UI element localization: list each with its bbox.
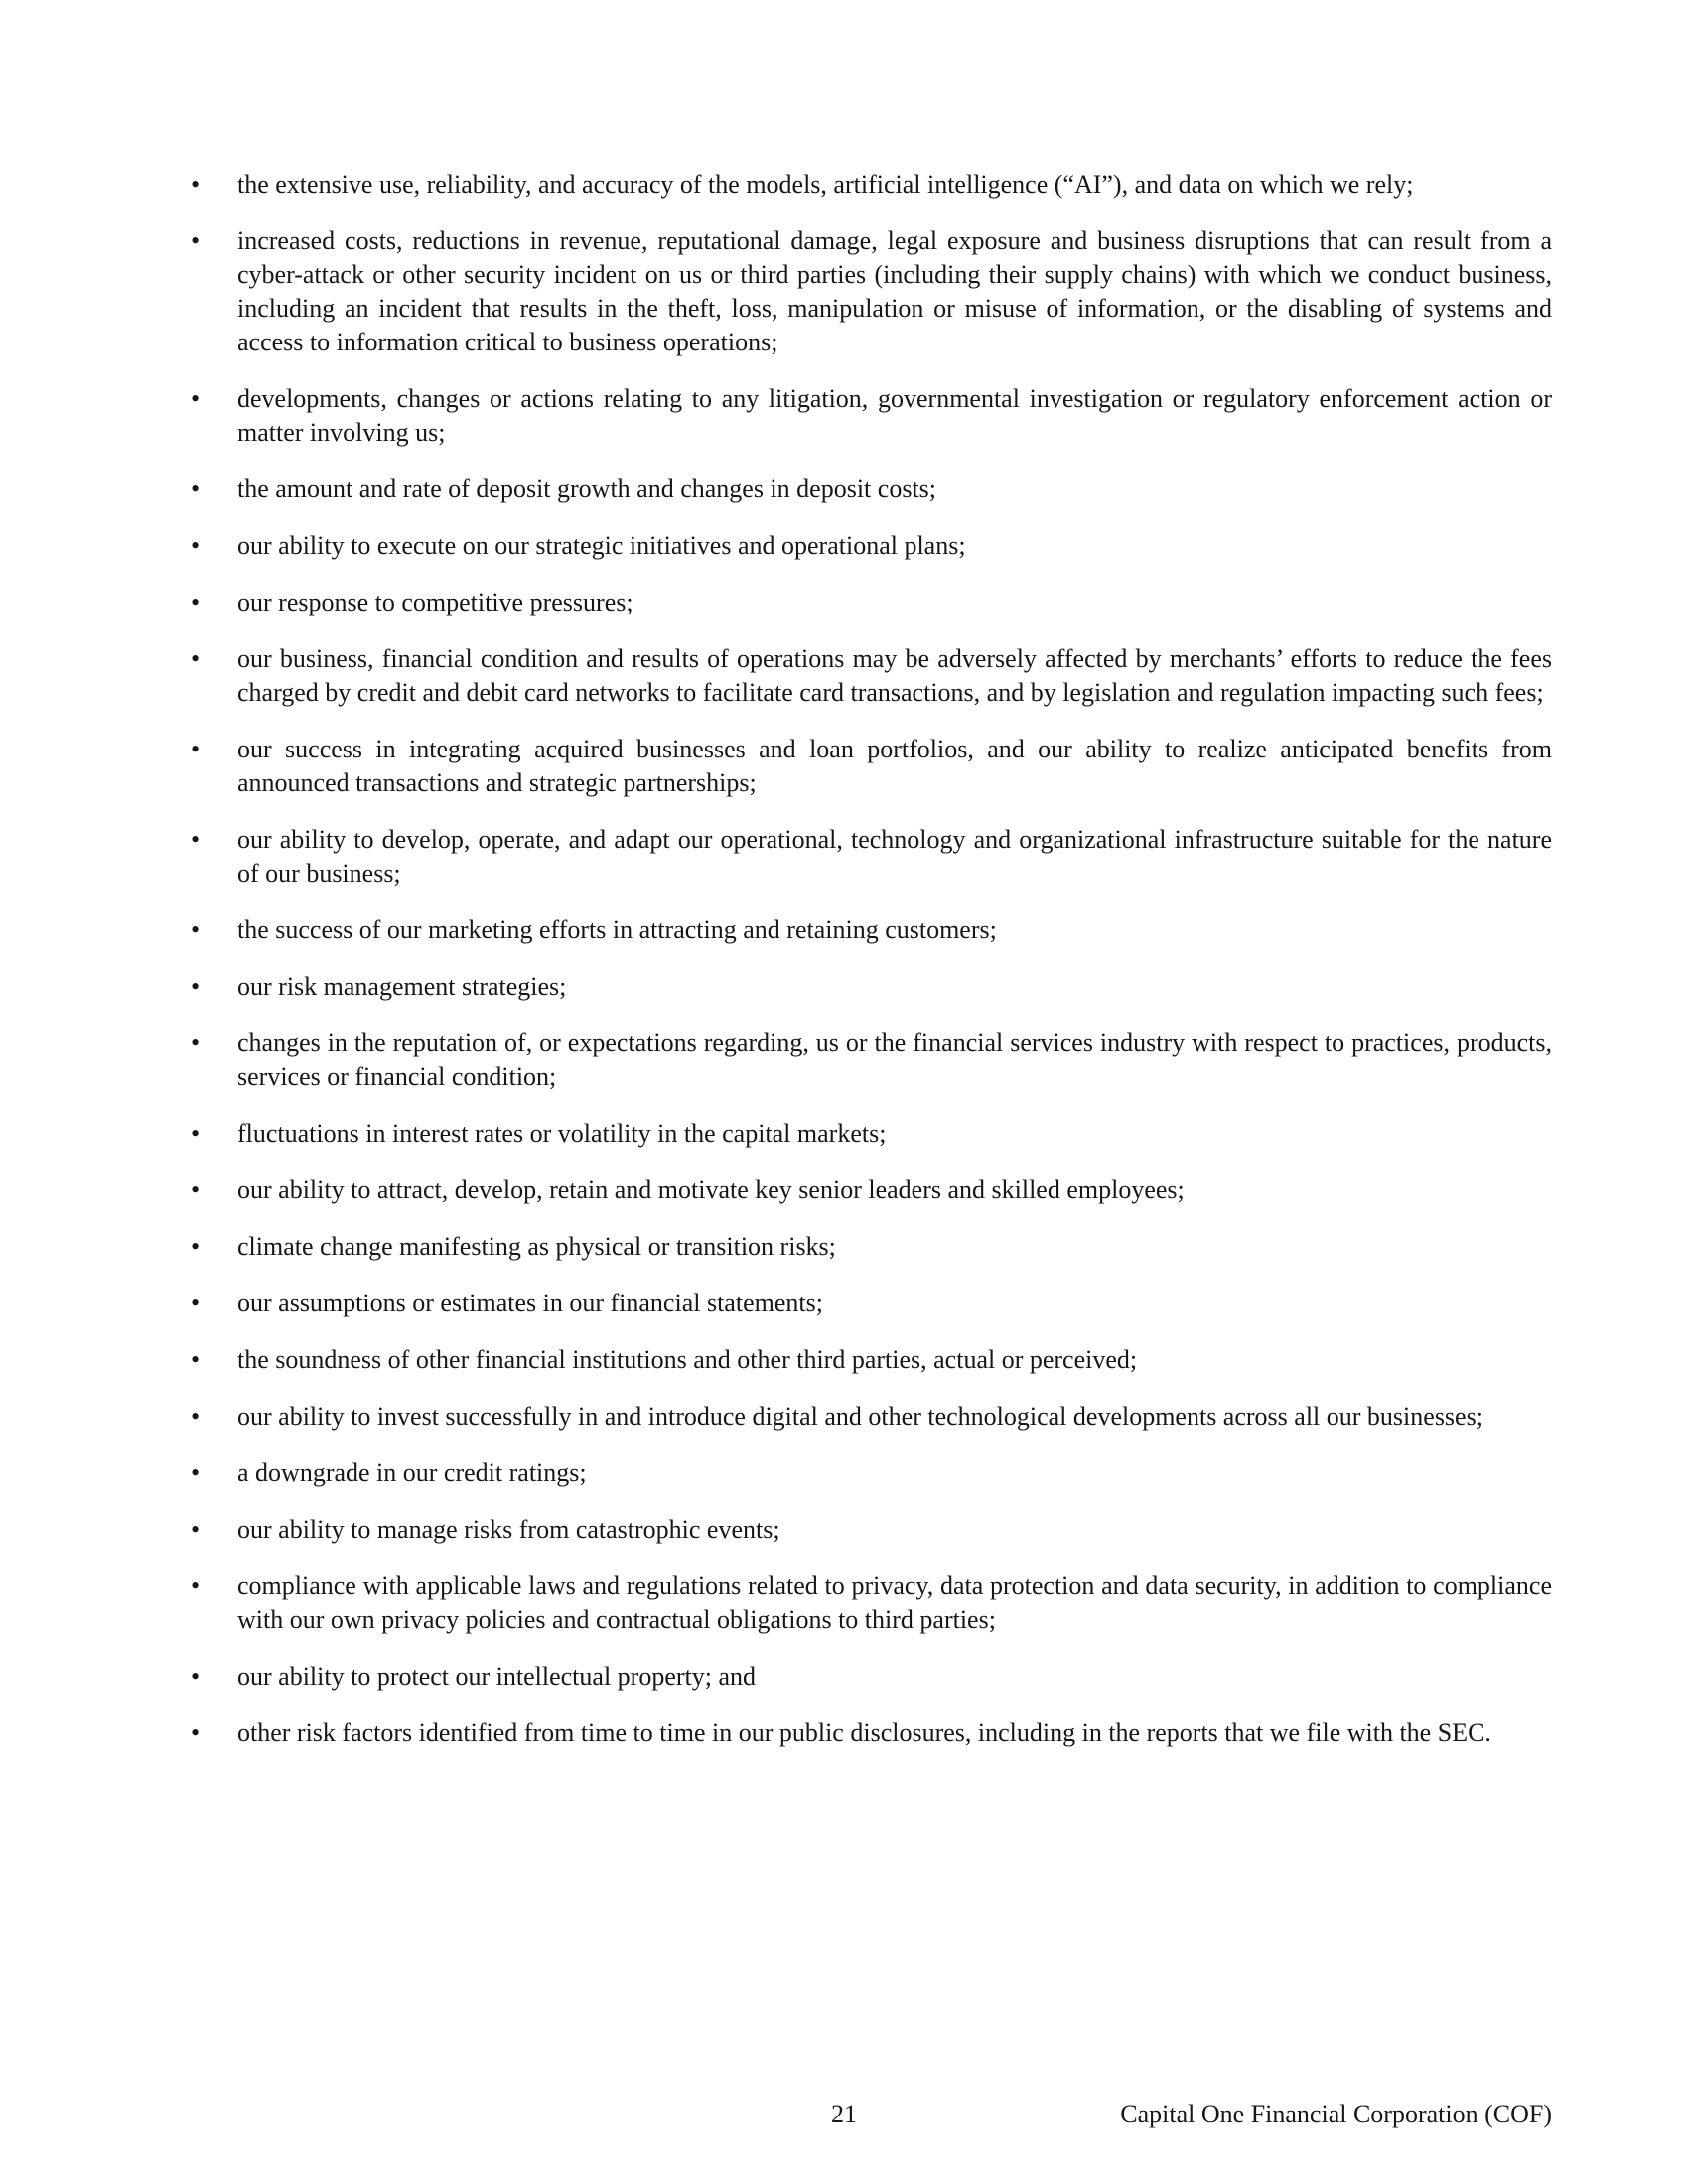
risk-factor-text: our response to competitive pressures; (237, 588, 633, 616)
risk-factor-item (191, 1456, 1552, 1490)
bullet-icon: • (191, 1515, 201, 1544)
footer-company-label: Capital One Financial Corporation (COF) (1120, 2100, 1552, 2128)
risk-factor-item (191, 1026, 1552, 1094)
bullet-icon: • (191, 972, 201, 1001)
bullet-icon: • (191, 531, 201, 560)
risk-factor-item (191, 382, 1552, 450)
risk-factor-item (191, 733, 1552, 800)
risk-factor-item (191, 1173, 1552, 1207)
risk-factor-item (191, 1660, 1552, 1694)
bullet-icon: • (191, 1345, 201, 1374)
page-number: 21 (831, 2100, 857, 2128)
risk-factor-item (191, 1400, 1552, 1433)
bullet-icon: • (191, 170, 201, 199)
bullet-icon: • (191, 1028, 201, 1057)
risk-factor-item (191, 1230, 1552, 1264)
risk-factor-text: a downgrade in our credit ratings; (237, 1458, 587, 1487)
risk-factor-text: our ability to invest successfully in and introduce digital and other technological developments across all our businesses; (237, 1402, 1483, 1431)
risk-factor-text: our ability to protect our intellectual property; and (237, 1662, 757, 1691)
bullet-icon: • (191, 384, 201, 413)
risk-factor-item (191, 168, 1552, 202)
risk-factor-text: changes in the reputation of, or expectations regarding, us or the financial services industry with respect to practices, products, services or financial condition; (237, 1028, 1552, 1091)
bullet-icon: • (191, 226, 201, 255)
bullet-icon: • (191, 1458, 201, 1487)
risk-factor-item (191, 529, 1552, 563)
risk-factor-item (191, 224, 1552, 359)
bullet-icon: • (191, 1718, 201, 1747)
risk-factor-text: compliance with applicable laws and regulations related to privacy, data protection and data security, in addition to compliance with our own privacy policies and contractual obligations to third parties; (237, 1571, 1552, 1634)
risk-factor-text: other risk factors identified from time to time in our public disclosures, including in the reports that we file with the SEC. (237, 1718, 1491, 1747)
risk-factor-text: developments, changes or actions relating to any litigation, governmental investigation or regulatory enforcement action or matter involving us; (237, 384, 1552, 447)
risk-factor-text: the soundness of other financial institutions and other third parties, actual or perceived; (237, 1345, 1138, 1374)
bullet-icon: • (191, 1571, 201, 1600)
bullet-icon: • (191, 1402, 201, 1431)
bullet-icon: • (191, 1662, 201, 1691)
risk-factor-item (191, 586, 1552, 619)
bullet-icon: • (191, 915, 201, 944)
risk-factor-item (191, 473, 1552, 506)
risk-factor-text: our ability to manage risks from catastrophic events; (237, 1515, 780, 1544)
risk-factor-item (191, 1117, 1552, 1151)
risk-factor-text: the amount and rate of deposit growth and changes in deposit costs; (237, 475, 937, 503)
risk-factor-item (191, 1513, 1552, 1547)
bullet-icon: • (191, 1232, 201, 1261)
risk-factor-item (191, 970, 1552, 1004)
risk-factor-text: the success of our marketing efforts in attracting and retaining customers; (237, 915, 997, 944)
bullet-icon: • (191, 735, 201, 763)
risk-factor-item (191, 913, 1552, 947)
risk-factor-text: our ability to develop, operate, and adapt our operational, technology and organizational infrastructure suitable for the nature of our business; (237, 825, 1552, 887)
risk-factor-item (191, 1287, 1552, 1320)
risk-factor-text: our risk management strategies; (237, 972, 567, 1001)
bullet-icon: • (191, 1175, 201, 1204)
risk-factor-item (191, 1716, 1552, 1750)
risk-factor-text: climate change manifesting as physical or transition risks; (237, 1232, 836, 1261)
risk-factors-section (191, 168, 1552, 1773)
risk-factor-text: the extensive use, reliability, and accuracy of the models, artificial intelligence (“AI”), and data on which we rely; (237, 170, 1414, 199)
risk-factor-item (191, 1343, 1552, 1377)
risk-factor-text: our ability to attract, develop, retain and motivate key senior leaders and skilled employees; (237, 1175, 1185, 1204)
risk-factor-text: fluctuations in interest rates or volatility in the capital markets; (237, 1119, 887, 1148)
risk-factors-list (191, 168, 1552, 1750)
bullet-icon: • (191, 825, 201, 854)
bullet-icon: • (191, 1119, 201, 1148)
risk-factor-text: our ability to execute on our strategic initiatives and operational plans; (237, 531, 966, 560)
risk-factor-text: increased costs, reductions in revenue, reputational damage, legal exposure and business disruptions that can result from a cyber-attack or other security incident on us or third parties (including their supply chains) with which we conduct business, including an incident that results in the theft, loss, manipulation or misuse of information, or the disabling of systems and access to information critical to business operations; (237, 226, 1552, 356)
bullet-icon: • (191, 644, 201, 673)
risk-factor-item (191, 642, 1552, 710)
risk-factor-text: our business, financial condition and results of operations may be adversely affected by merchants’ efforts to reduce the fees charged by credit and debit card networks to facilitate card transactions, and by legislation and regulation impacting such fees; (237, 644, 1552, 707)
bullet-icon: • (191, 1289, 201, 1317)
page-footer (0, 2098, 1688, 2131)
risk-factor-text: our success in integrating acquired businesses and loan portfolios, and our ability to realize anticipated benefits from announced transactions and strategic partnerships; (237, 735, 1552, 797)
bullet-icon: • (191, 588, 201, 616)
bullet-icon: • (191, 475, 201, 503)
risk-factor-item (191, 823, 1552, 890)
risk-factor-text: our assumptions or estimates in our financial statements; (237, 1289, 823, 1317)
risk-factor-item (191, 1570, 1552, 1637)
